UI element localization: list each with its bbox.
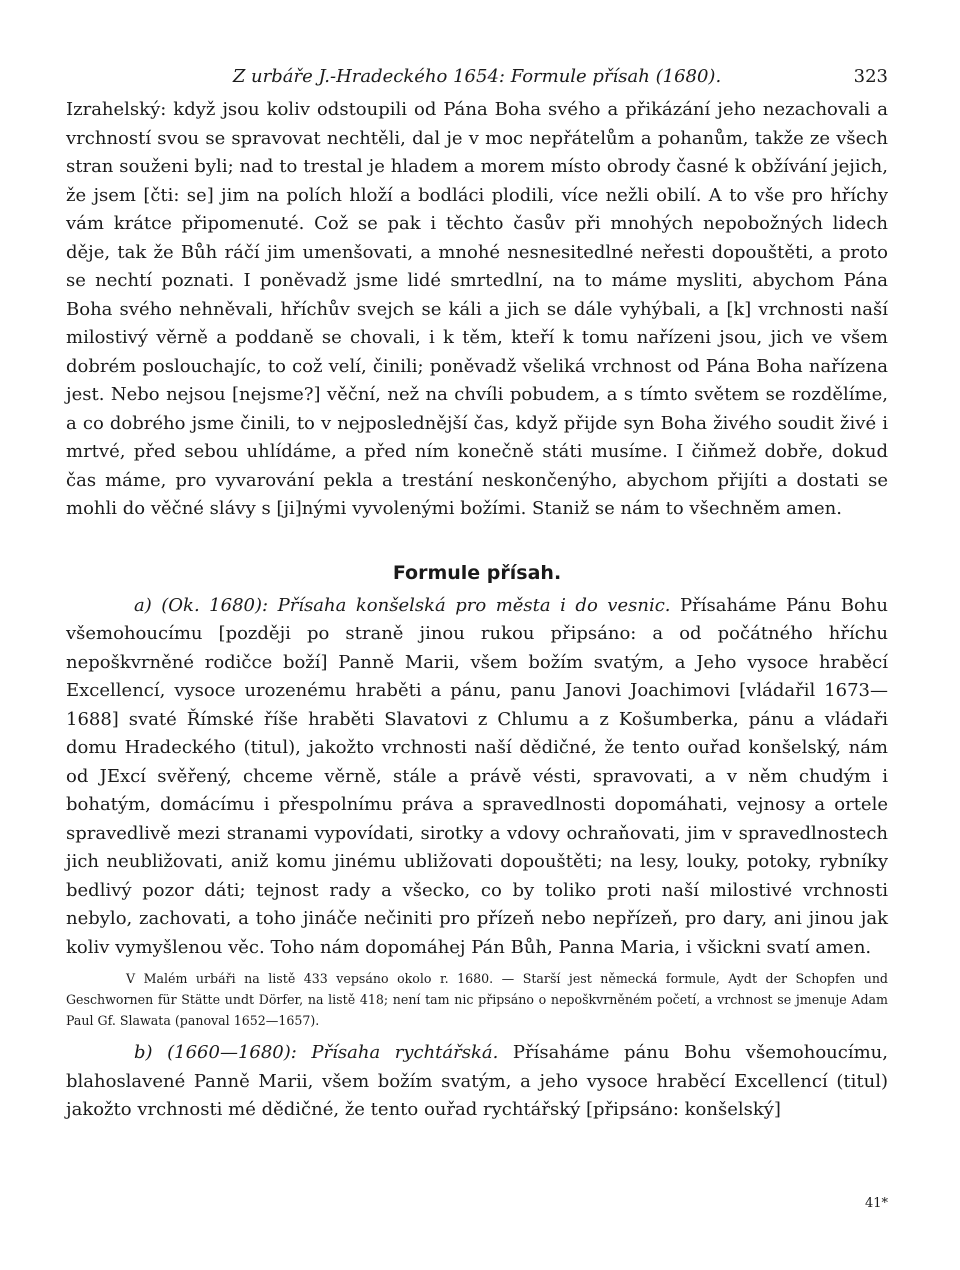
page-header <box>66 66 888 96</box>
running-title: Z urbáře J.-Hradeckého 1654: Formule přísah (1680). <box>232 66 722 87</box>
oath-b-text: Přísaháme pánu Bohu všemohoucímu, blahoslavené Panně Marii, všem božím svatým, a jeho vysoce hraběcí Excellencí (titul) jakožto vrchnosti mé dědičné, že tento ouřad rychtářský [připsáno: konšelský] <box>66 1042 888 1120</box>
page-number: 323 <box>853 66 888 87</box>
oath-a-label: a) (Ok. 1680): <box>134 594 278 616</box>
oath-a-title: Přísaha konšelská pro města i do vesnic. <box>277 594 671 616</box>
oath-b-title: Přísaha rychtářská. <box>311 1042 499 1063</box>
oath-b-paragraph <box>66 1039 888 1125</box>
paragraph-closing-sermon: Izrahelský: když jsou koliv odstoupili od Pána Boha svého a přikázání jeho nezachovali a vrchností svou se spravovat nechtěli, dal je v moc nepřátelům a pohanům, takže ze všech stran souženi byli; nad to trestal je hladem a morem místo obrody časné k obžívání jejich, že jsem [čti: se] jim na polích hloží a bodláci plodili, více nežli obilí. A to vše pro hříchy vám krátce připomenuté. Což se pak i těchto časův při mnohých nepobožných lidech děje, tak že Bůh ráčí jim umenšovati, a mnohé nesnesitedlné neřesti dopouštěti, a proto se nechtí poznati. I poněvadž jsme lidé smrtedlní, na to máme mysliti, abychom Pána Boha svého nehněvali, hříchův svejch se káli a jich se dále vyhýbali, a [k] vrchnosti naší milostivý věrně a poddaně se chovali, i k těm, kteří k tomu nařízeni jsou, jich ve všem dobrém poslouchajíc, to což velí, činili; poněvadž všeliká vrchnost od Pána Boha nařízena jest. Nebo nejsou [nejsme?] věční, než na chvíli pobudem, a s tímto světem se rozdělíme, a co dobrého jsme činili, to v nejposlednější čas, když přijde syn Boha živého soudit živé i mrtvé, před sebou uhlídáme, a před ním konečně státi musíme. I čiňmež dobře, dokud čas máme, pro vyvarování pekla a trestání neskončenýho, abychom přijíti a dostati se mohli do věčné slávy s [ji]nými vyvolenými božími. Staniž se nám to všechněm amen. <box>66 99 888 519</box>
oath-b-label: b) (1660—1680): <box>134 1042 312 1063</box>
signature-mark: 41* <box>864 1196 888 1211</box>
oath-a-paragraph <box>66 592 888 963</box>
footnote: V Malém urbáři na listě 433 vepsáno okolo r. 1680. — Starší jest německá formule, Aydt der Schopfen und Geschwornen für Stätte undt Dörfer, na listě 418; není tam nic připsáno o nepoškvrněném početí, a vrchnost se jmenuje Adam Paul Gf. Slawata (panoval 1652—1657). <box>66 971 888 1028</box>
oath-a-text: Přísaháme Pánu Bohu všemohoucímu [později po straně jinou rukou připsáno: a od počátného hříchu nepoškvrněné rodičce boží] Panně Marii, všem božím svatým, a Jeho vysoce hraběcí Excellencí, vysoce urozenému hraběti a pánu, panu Janovi Joachimovi [vládařil 1673—1688] svaté Římské říše hraběti Slavatovi z Chlumu a z Košumberka, pánu a vládaři domu Hradeckého (titul), jakožto vrchnosti naší dědičné, že tento ouřad konšelský, nám od JExcí svěřený, chceme věrně, stále a právě vésti, spravovati, a v něm chudým i bohatým, domácímu i přespolnímu práva a spravedlnosti dopomáhati, vejnosy a ortele spravedlivě mezi stranami vypovídati, sirotky a vdovy ochraňovati, jim v spravedlnostech jich neubližovati, aniž komu jinému ubližovati dopouštěti; na lesy, louky, potoky, rybníky bedlivý pozor dáti; tejnost rady a všecko, co by toliko proti naší milostivé vrchnosti nebylo, zachovati, a toho jináče nečiniti pro přízeň nebo nepřízeň, pro dary, ani jinou jak koliv vymyšlenou věc. Toho nám dopomáhej Pán Bůh, Panna Maria, i všickni svatí amen. <box>66 594 888 958</box>
section-heading: Formule přísah. <box>392 561 562 584</box>
page <box>66 66 888 1211</box>
